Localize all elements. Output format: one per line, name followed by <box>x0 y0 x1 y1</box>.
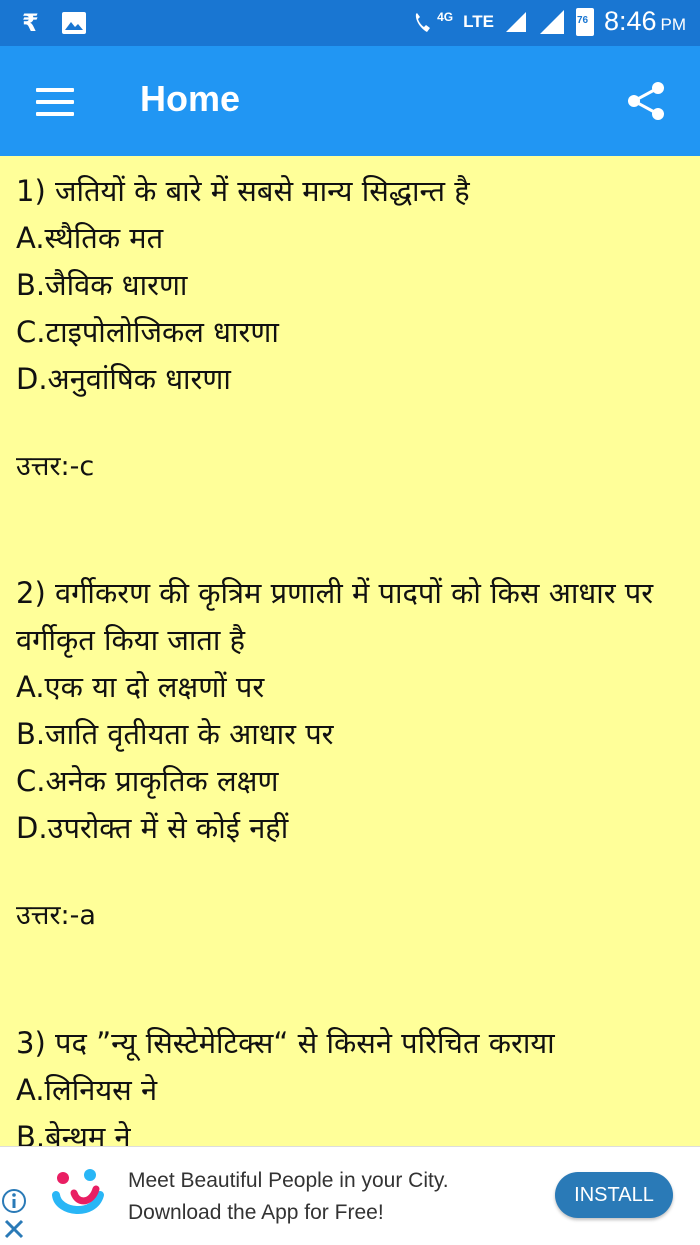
option-c: C.अनेक प्राकृतिक लक्षण <box>16 764 279 798</box>
install-button[interactable]: INSTALL <box>555 1172 673 1218</box>
question-block-1 <box>0 168 482 490</box>
option-b: B.जैविक धारणा <box>16 268 188 302</box>
ad-subline: Download the App for Free! <box>128 1201 384 1224</box>
network-type-label: 4G <box>437 9 454 24</box>
option-d: D.अनुवांषिक धारणा <box>16 362 231 396</box>
signal-icon-2 <box>538 8 566 36</box>
ad-headline: Meet Beautiful People in your City. <box>128 1169 449 1192</box>
option-d: D.उपरोक्त में से कोई नहीं <box>16 811 289 845</box>
app-bar <box>0 46 700 156</box>
option-a: A.लिनियस ने <box>16 1073 158 1107</box>
page-title: Home <box>140 78 241 119</box>
rupee-notification-icon: ₹ <box>22 9 39 37</box>
share-icon[interactable] <box>624 80 668 122</box>
wifi-calling-icon <box>411 8 437 36</box>
question-text: 2) वर्गीकरण की कृत्रिम प्रणाली में पादपों को किस आधार पर वर्गीकृत किया जाता है <box>16 576 654 657</box>
question-text: 1) जतियों के बारे में सबसे मान्य सिद्धान्त है <box>16 174 470 208</box>
option-a: A.स्थैतिक मत <box>16 221 164 255</box>
signal-icon <box>504 10 528 34</box>
question-list[interactable] <box>0 156 700 1146</box>
ad-text[interactable] <box>128 1165 449 1229</box>
battery-icon <box>576 8 594 36</box>
option-b: B.बेन्थम ने <box>16 1120 131 1146</box>
lte-label: LTE <box>463 11 494 31</box>
option-b: B.जाति वृतीयता के आधार पर <box>16 717 334 751</box>
clock-time: 8:46 <box>603 6 657 36</box>
battery-level: 76 <box>576 14 589 26</box>
image-notification-icon <box>61 11 87 35</box>
question-text: 3) पद ”न्यू सिस्टेमेटिक्स“ से किसने परिचित कराया <box>16 1026 555 1060</box>
answer-text: उत्तर:-c <box>16 451 95 482</box>
option-a: A.एक या दो लक्षणों पर <box>16 670 265 704</box>
question-block-2 <box>0 570 700 939</box>
ad-banner[interactable] <box>0 1146 700 1245</box>
hamburger-menu-icon[interactable] <box>36 88 74 116</box>
ad-close-icon[interactable] <box>0 1215 28 1243</box>
question-block-3 <box>0 1020 567 1146</box>
option-c: C.टाइपोलोजिकल धारणा <box>16 315 279 349</box>
status-bar <box>0 0 700 46</box>
clock-ampm: PM <box>660 14 686 34</box>
ad-info-icon[interactable] <box>0 1187 28 1215</box>
dating-app-logo-icon <box>50 1165 106 1221</box>
answer-text: उत्तर:-a <box>16 900 96 931</box>
